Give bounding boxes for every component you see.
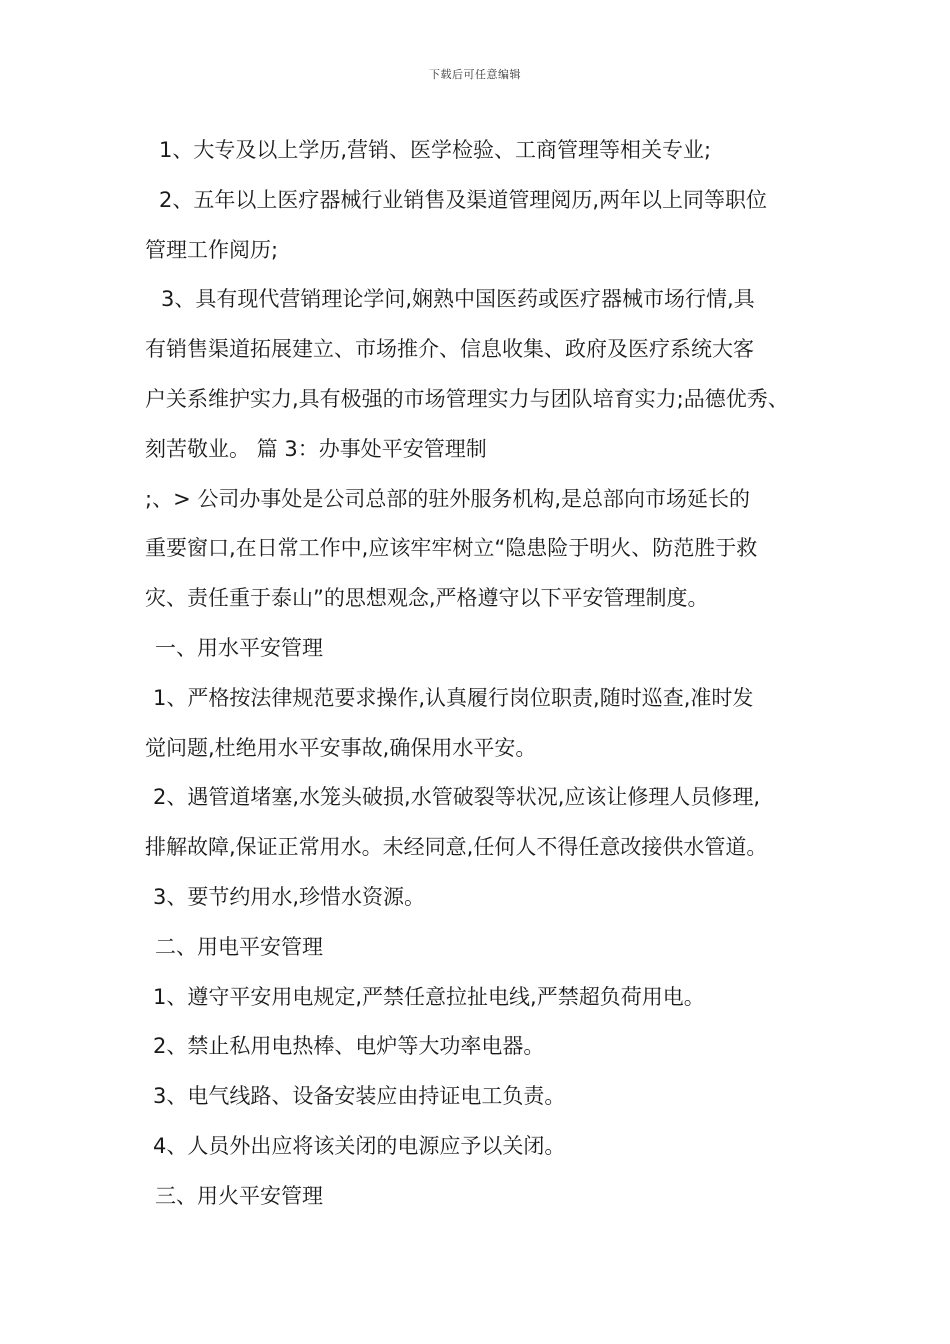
- text-line: 灾、责任重于泰山”的思想观念,严格遵守以下平安管理制度。: [145, 586, 709, 611]
- text-line: 户关系维护实力,具有极强的市场管理实力与团队培育实力;品德优秀、: [145, 386, 789, 411]
- text-line: 1、大专及以上学历,营销、医学检验、工商管理等相关专业;: [159, 138, 712, 162]
- text-line: 有销售渠道拓展建立、市场推介、信息收集、政府及医疗系统大客: [145, 337, 754, 362]
- text-line: 觉问题,杜绝用水平安事故,确保用水平安。: [145, 735, 537, 760]
- text-line: 3、具有现代营销理论学问,娴熟中国医药或医疗器械市场行情,具: [161, 287, 755, 312]
- text-line: ;、> 公司办事处是公司总部的驻外服务机构,是总部向市场延长的: [145, 486, 751, 511]
- text-line: 刻苦敬业。 篇 3：办事处平安管理制: [145, 436, 487, 461]
- text-line: 3、电气线路、设备安装应由持证电工负责。: [153, 1084, 566, 1109]
- text-line: 2、遇管道堵塞,水笼头破损,水管破裂等状况,应该让修理人员修理,: [153, 785, 761, 810]
- text-line: 排解故障,保证正常用水。未经同意,任何人不得任意改接供水管道。: [145, 835, 768, 860]
- text-line: 1、遵守平安用电规定,严禁任意拉扯电线,严禁超负荷用电。: [153, 984, 705, 1009]
- document-body: [145, 126, 835, 1222]
- text-line: 管理工作阅历;: [145, 237, 279, 262]
- text-line: 4、人员外出应将该关闭的电源应予以关闭。: [153, 1133, 566, 1158]
- text-line: 1、严格按法律规范要求操作,认真履行岗位职责,随时巡查,准时发: [153, 685, 754, 710]
- text-line: 重要窗口,在日常工作中,应该牢牢树立“隐患险于明火、防范胜于救: [145, 536, 758, 561]
- section-heading: 二、用电平安管理: [155, 934, 323, 959]
- text-line: 2、五年以上医疗器械行业销售及渠道管理阅历,两年以上同等职位: [159, 187, 768, 212]
- section-heading: 三、用火平安管理: [155, 1183, 323, 1208]
- section-heading: 一、用水平安管理: [155, 635, 323, 660]
- page-header-note: 下载后可任意编辑: [429, 68, 521, 81]
- text-line: 2、禁止私用电热棒、电炉等大功率电器。: [153, 1034, 545, 1059]
- text-line: 3、要节约用水,珍惜水资源。: [153, 884, 426, 909]
